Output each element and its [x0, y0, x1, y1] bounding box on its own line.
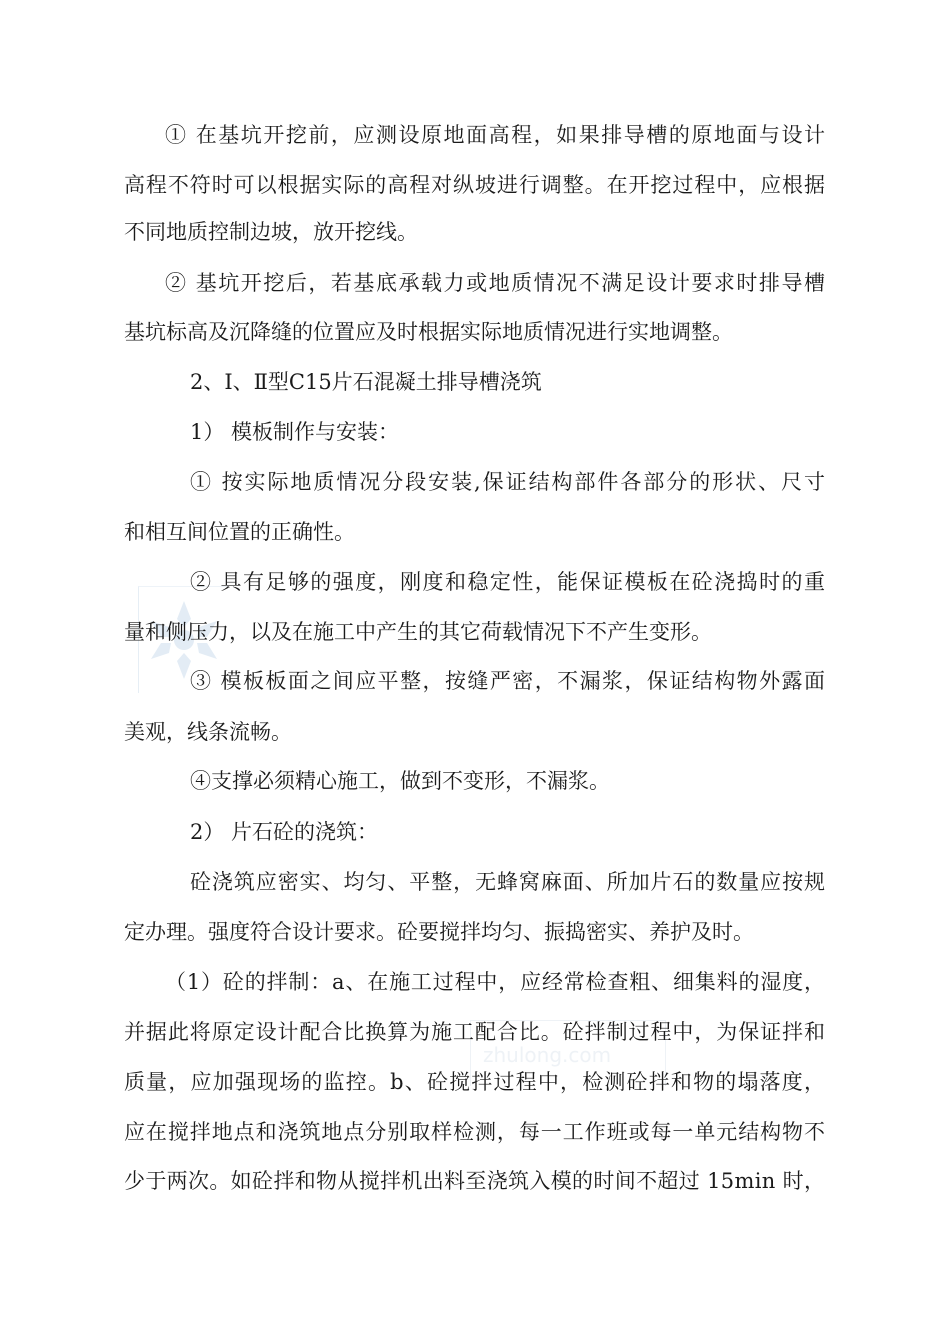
text-line: 并据此将原定设计配合比换算为施工配合比。砼拌制过程中，为保证拌和 [124, 1020, 826, 1044]
text-line: 应在搅拌地点和浇筑地点分别取样检测，每一工作班或每一单元结构物不 [124, 1120, 826, 1144]
text-line: 和相互间位置的正确性。 [124, 520, 355, 544]
text-line: 美观，线条流畅。 [124, 720, 292, 744]
text-line: ② 基坑开挖后，若基底承载力或地质情况不满足设计要求时排导槽 [165, 271, 827, 295]
text-line: 1） 模板制作与安装： [190, 420, 400, 444]
text-line: ① 按实际地质情况分段安装,保证结构部件各部分的形状、尺寸 [190, 470, 827, 494]
text-line: ② 具有足够的强度，刚度和稳定性，能保证模板在砼浇捣时的重 [190, 570, 827, 594]
text-line: 量和侧压力，以及在施工中产生的其它荷载情况下不产生变形。 [124, 620, 712, 644]
text-line: 不同地质控制边坡，放开挖线。 [124, 220, 418, 244]
text-line: ① 在基坑开挖前，应测设原地面高程，如果排导槽的原地面与设计 [165, 123, 827, 147]
text-line: 砼浇筑应密实、均匀、平整，无蜂窝麻面、所加片石的数量应按规 [190, 870, 826, 894]
text-line: 2、Ⅰ、Ⅱ型C15片石混凝土排导槽浇筑 [190, 370, 542, 394]
text-line: 质量，应加强现场的监控。b、砼搅拌过程中，检测砼拌和物的塌落度， [124, 1070, 827, 1094]
text-line: 少于两次。如砼拌和物从搅拌机出料至浇筑入模的时间不超过 15min 时， [124, 1169, 826, 1193]
text-line: ③ 模板板面之间应平整，按缝严密，不漏浆，保证结构物外露面 [190, 669, 827, 693]
watermark-text: zhulong.com [470, 1020, 666, 1086]
text-line: 定办理。强度符合设计要求。砼要搅拌均匀、振捣密实、养护及时。 [124, 920, 754, 944]
text-line: （1）砼的拌制：a、在施工过程中，应经常检查粗、细集料的湿度， [165, 970, 826, 994]
text-line: 基坑标高及沉降缝的位置应及时根据实际地质情况进行实地调整。 [124, 320, 733, 344]
text-line: 2） 片石砼的浇筑： [190, 820, 379, 844]
text-line: 高程不符时可以根据实际的高程对纵坡进行调整。在开挖过程中，应根据 [124, 173, 826, 197]
text-line: ④支撑必须精心施工，做到不变形，不漏浆。 [190, 769, 610, 793]
